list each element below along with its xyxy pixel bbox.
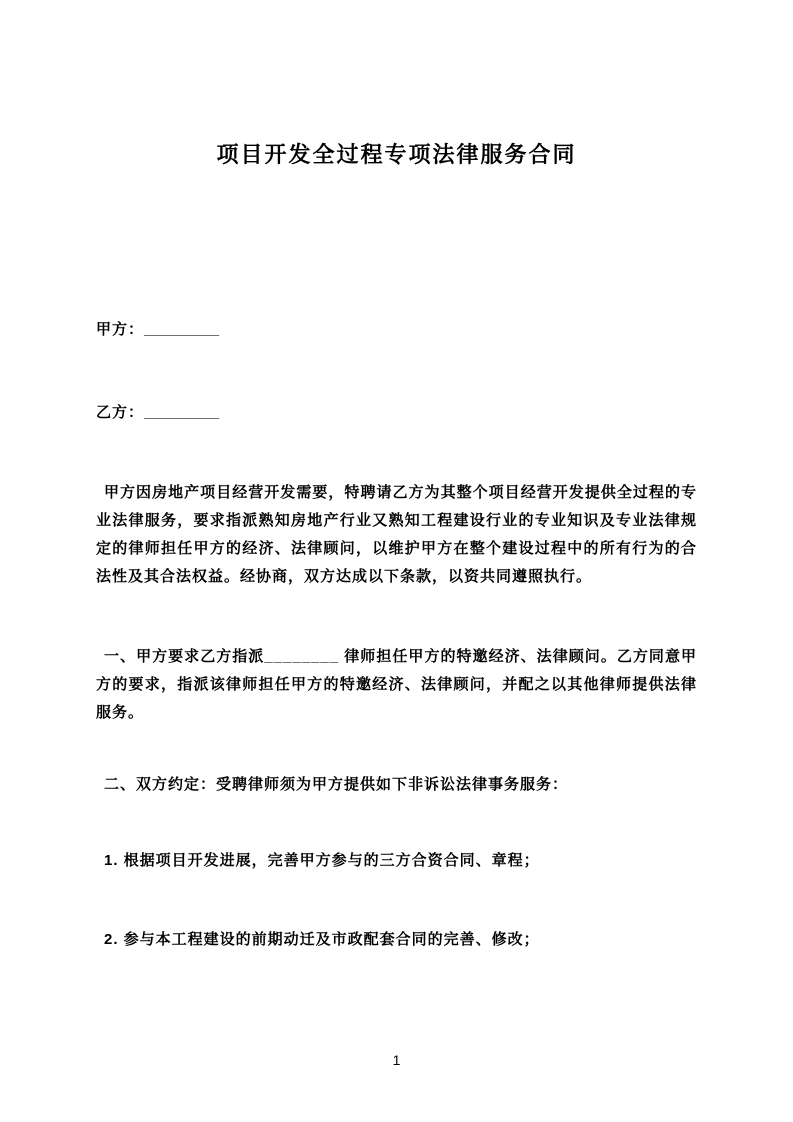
party-a-line [96, 320, 697, 340]
party-b-label: 乙方： [96, 404, 145, 421]
list-item-2: 2. 参与本工程建设的前期动迁及市政配套合同的完善、修改； [104, 931, 540, 948]
clause-two-heading: 二、双方约定：受聘律师须为甲方提供如下非诉讼法律事务服务： [104, 776, 569, 793]
party-b-line [96, 403, 697, 423]
document-title: 项目开发全过程专项法律服务合同 [216, 142, 577, 167]
clause-one-paragraph: 一、甲方要求乙方指派________ 律师担任甲方的特邀经济、法律顾问。乙方同意甲方的要求，指派该律师担任甲方的特邀经济、法律顾问，并配之以其他律师提供法律服务。 [96, 648, 697, 721]
party-a-label: 甲方： [96, 321, 145, 338]
intro-paragraph: 甲方因房地产项目经营开发需要，特聘请乙方为其整个项目经营开发提供全过程的专业法律服务，要求指派熟知房地产行业又熟知工程建设行业的专业知识及专业法律规定的律师担任甲方的经济、法律顾问，以维护甲方在整个建设过程中的所有行为的合法性及其合法权益。经协商，双方达成以下条款，以资共同遵照执行。 [96, 484, 697, 585]
page-number: 1 [392, 1052, 401, 1068]
party-b-blank: _________ [144, 404, 220, 421]
party-a-blank: _________ [144, 321, 220, 338]
list-item-1: 1. 根据项目开发进展，完善甲方参与的三方合资合同、章程； [104, 852, 540, 869]
